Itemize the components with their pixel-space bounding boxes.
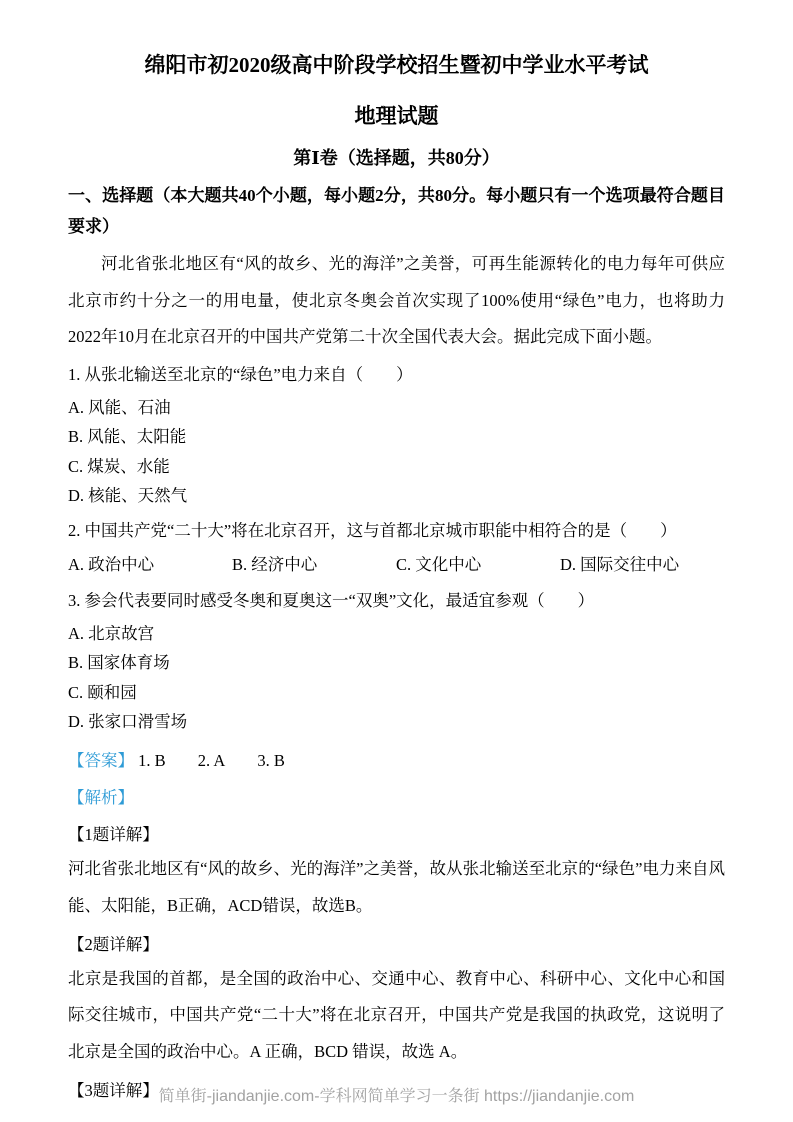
question-1 <box>68 358 725 510</box>
question-2-options <box>68 549 725 580</box>
analysis-1-text: 河北省张北地区有“风的故乡、光的海洋”之美誉，故从张北输送至北京的“绿色”电力来自风能、太阳能，B正确，ACD错误，故选B。 <box>68 859 725 915</box>
analysis-section-label-row <box>68 781 725 814</box>
answer-item-2: 2. A <box>197 751 226 771</box>
question-2-option-b: B. 经济中心 <box>232 554 318 574</box>
question-2 <box>68 514 725 580</box>
answer-item-1: 1. B <box>138 751 166 771</box>
analysis-label: 【解析】 <box>68 788 134 808</box>
watermark-footer: 简单街-jiandanjie.com-学科网简单学习一条街 https://jiandanjie.com <box>158 1088 635 1105</box>
analysis-3-heading: 【3题详解】 <box>68 1080 159 1100</box>
reading-passage: 河北省张北地区有“风的故乡、光的海洋”之美誉，可再生能源转化的电力每年可供应北京市约十分之一的用电量，使北京冬奥会首次实现了100%使用“绿色”电力，也将助力2022年10月在北京召开的中国共产党第二十次全国代表大会。据此完成下面小题。 <box>68 254 725 346</box>
answer-line <box>68 744 725 777</box>
question-2-option-a: A. 政治中心 <box>68 554 155 574</box>
section-header: 第Ⅰ卷（选择题，共80分） <box>293 147 500 168</box>
question-1-option-c: C. 煤炭、水能 <box>68 456 170 476</box>
question-1-option-b: B. 风能、太阳能 <box>68 427 187 447</box>
exam-subtitle: 地理试题 <box>354 103 439 128</box>
question-1-stem: 1. 从张北输送至北京的“绿色”电力来自（ ） <box>68 365 413 385</box>
question-3-option-d: D. 张家口滑雪场 <box>68 712 188 732</box>
question-1-option-a: A. 风能、石油 <box>68 397 171 417</box>
question-3-option-b: B. 国家体育场 <box>68 653 170 673</box>
question-2-stem: 2. 中国共产党“二十大”将在北京召开，这与首都北京城市职能中相符合的是（ ） <box>68 521 677 541</box>
answer-item-3: 3. B <box>257 751 285 771</box>
section-instructions: 一、选择题（本大题共40个小题，每小题2分，共80分。每小题只有一个选项最符合题目要求） <box>68 185 725 236</box>
question-3-option-a: A. 北京故宫 <box>68 623 155 643</box>
question-1-option-d: D. 核能、天然气 <box>68 485 188 505</box>
analysis-2-heading: 【2题详解】 <box>68 935 159 954</box>
answer-label: 【答案】 <box>68 751 134 771</box>
analysis-2-text: 北京是我国的首都，是全国的政治中心、交通中心、教育中心、科研中心、文化中心和国际交往城市，中国共产党“二十大”将在北京召开，中国共产党是我国的执政党，这说明了北京是全国的政治中心。A 正确，BCD 错误，故选 A。 <box>68 969 725 1061</box>
exam-title: 绵阳市初2020级高中阶段学校招生暨初中学业水平考试 <box>144 53 649 77</box>
question-3-option-c: C. 颐和园 <box>68 682 137 702</box>
question-2-option-d: D. 国际交往中心 <box>560 554 680 574</box>
question-2-option-c: C. 文化中心 <box>396 554 482 574</box>
question-3 <box>68 584 725 736</box>
analysis-1-heading: 【1题详解】 <box>68 825 159 845</box>
question-3-stem: 3. 参会代表要同时感受冬奥和夏奥这一“双奥”文化，最适宜参观（ ） <box>68 591 595 611</box>
